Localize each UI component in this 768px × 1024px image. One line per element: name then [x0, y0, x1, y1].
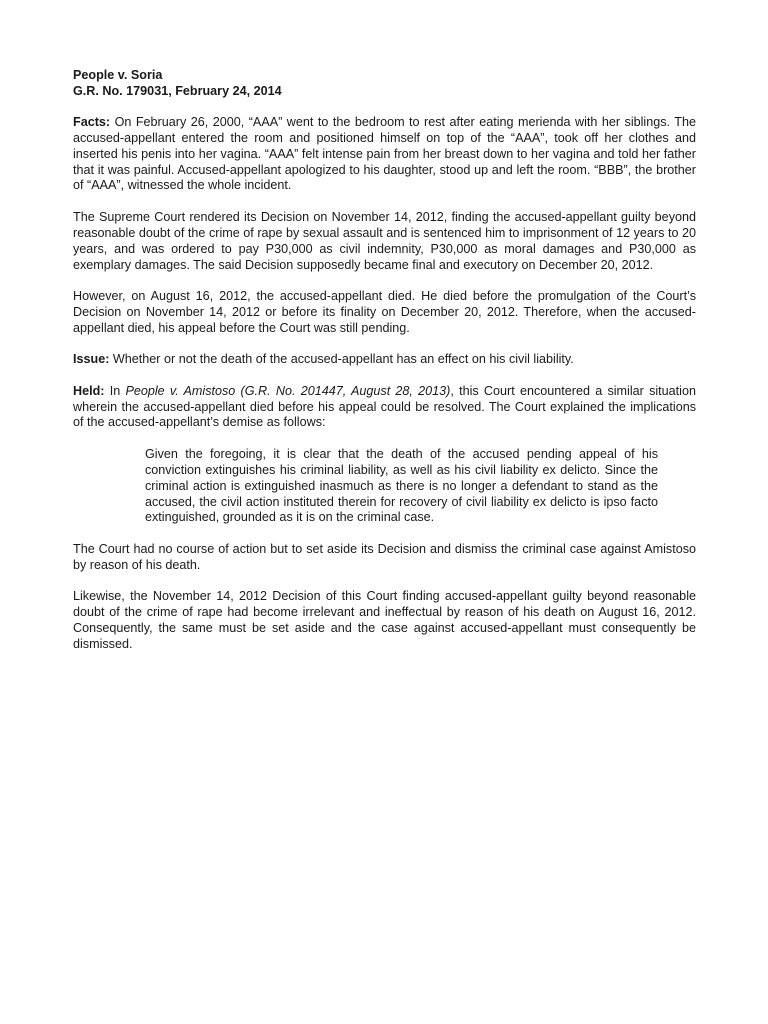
conclusion-paragraph: Likewise, the November 14, 2012 Decision of this Court finding accused-appellant guilty beyond reasonable doubt of the crime of rape had become irrelevant and ineffectual by reason of his death on August 16, 2012. Consequently, the same must be set aside and the case against accused-appellant must consequently be dismissed.	[73, 589, 696, 651]
case-header	[73, 68, 696, 100]
issue-text: Whether or not the death of the accused-appellant has an effect on his civil liability.	[109, 352, 574, 367]
case-citation: G.R. No. 179031, February 24, 2014	[73, 83, 282, 98]
case-digest-page	[73, 68, 696, 668]
issue-label: Issue:	[73, 352, 110, 367]
facts-paragraph	[73, 115, 696, 195]
held-label: Held:	[73, 383, 105, 398]
court-action-paragraph: The Court had no course of action but to set aside its Decision and dismiss the criminal case against Amistoso by reason of his death.	[73, 541, 696, 572]
held-text-before: In	[104, 383, 126, 398]
held-case-reference: People v. Amistoso (G.R. No. 201447, August 28, 2013)	[125, 383, 451, 398]
death-paragraph: However, on August 16, 2012, the accused-appellant died. He died before the promulgation of the Court’s Decision on November 14, 2012 or before its finality on December 20, 2012. Therefore, when the accused-appellant died, his appeal before the Court was still pending.	[73, 288, 696, 335]
facts-label: Facts:	[73, 114, 111, 129]
issue-paragraph	[73, 352, 696, 368]
decision-paragraph: The Supreme Court rendered its Decision on November 14, 2012, finding the accused-appellant guilty beyond reasonable doubt of the crime of rape by sexual assault and is sentenced him to imprisonment of 12 years to 20 years, and was ordered to pay P30,000 as civil indemnity, P30,000 as moral damages and P30,000 as exemplary damages. The said Decision supposedly became final and executory on December 20, 2012.	[73, 209, 696, 272]
quoted-ruling: Given the foregoing, it is clear that the death of the accused pending appeal of his conviction extinguishes his criminal liability, as well as his civil liability ex delicto. Since the criminal action is extinguished inasmuch as there is no longer a defendant to stand as the accused, the civil action instituted therein for recovery of civil liability ex delicto is ipso facto extinguished, grounded as it is on the criminal case.	[145, 446, 658, 525]
facts-text: On February 26, 2000, “AAA” went to the bedroom to rest after eating merienda with her siblings. The accused-appellant entered the room and positioned himself on top of the “AAA”, took off her clothes and inserted his penis into her vagina. “AAA” felt intense pain from her breast down to her vagina and told her father that it was painful. Accused-appellant apologized to his daughter, stood up and left the room. “BBB”, the brother of “AAA”, witnessed the whole incident.	[73, 114, 696, 193]
held-text-after: , this Court encountered a similar situation wherein the accused-appellant died before his appeal could be resolved. The Court explained the implications of the accused-appellant’s demise as follows:	[73, 383, 696, 430]
case-title: People v. Soria	[73, 68, 163, 82]
held-paragraph	[73, 384, 696, 432]
